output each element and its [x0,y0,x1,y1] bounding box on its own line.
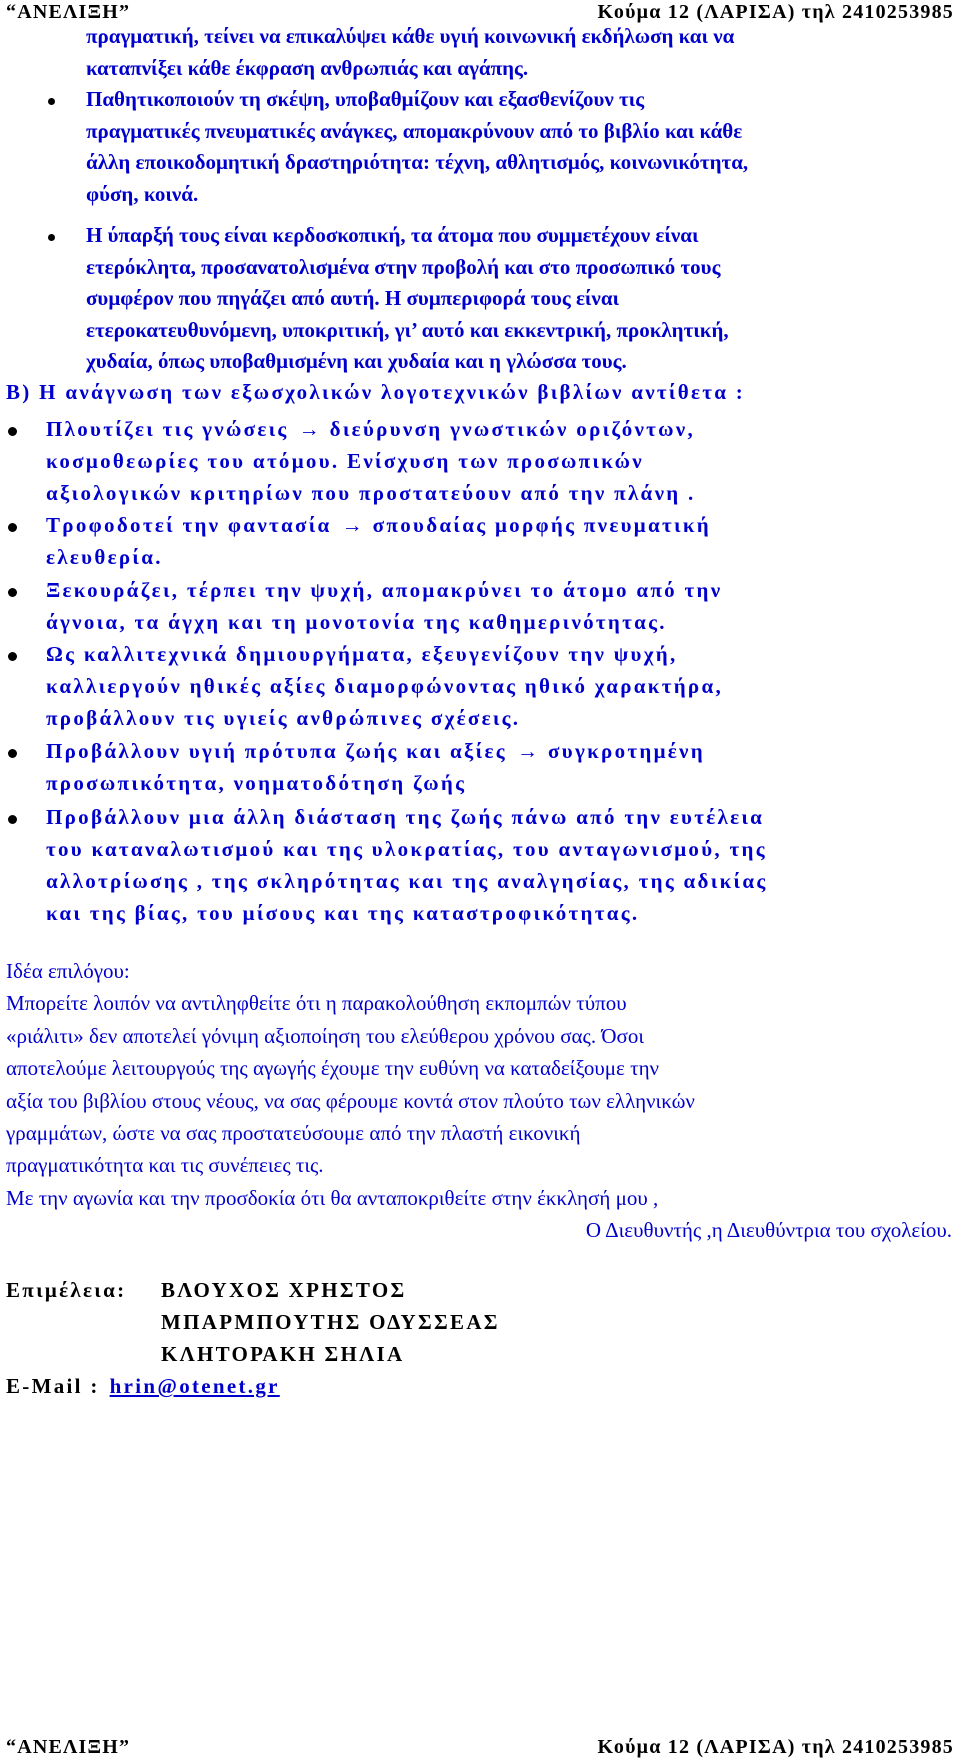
bullet-icon [8,749,17,758]
credit-name: ΜΠΑΡΜΠΟΥΤΗΣ ΟΔΥΣΣΕΑΣ [161,1310,500,1334]
text-line: προβάλλουν τις υγιείς ανθρώπινες σχέσεις. [46,706,521,730]
text-line: αποτελούμε λειτουργούς της αγωγής έχουμε την ευθύνη να καταδείξουμε την [6,1056,660,1081]
text-line: ελευθερία. [46,545,163,569]
text-line: πραγματικότητα και τις συνέπειες τις. [6,1153,324,1178]
credit-name: ΒΛΟΥΧΟΣ ΧΡΗΣΤΟΣ [161,1278,407,1302]
text-line: αλλοτρίωσης , της σκληρότητας και της αναλγησίας, της αδικίας [46,869,768,893]
bullet-icon [8,427,17,436]
epilogue [6,955,956,1247]
text-line: Παθητικοποιούν τη σκέψη, υποβαθμίζουν και εξασθενίζουν τις [86,87,645,111]
text-line: φύση, κοινά. [86,181,199,206]
text-line: πραγματικές πνευματικές ανάγκες, απομακρύνουν από το βιβλίο και κάθε [86,118,743,143]
text-line: Ξεκουράζει, τέρπει την ψυχή, απομακρύνει το άτομο από την [46,578,723,602]
credits-row [6,1306,500,1338]
arrow-right-icon: → [516,739,538,763]
bullet-icon [8,815,17,824]
text-line: και της βίας, του μίσους και της καταστροφικότητας. [46,901,640,925]
credits [6,1274,500,1402]
footer-title: “ΑΝΕΛΙΞΗ” [6,1736,131,1758]
text-line: αξιολογικών κριτηρίων που προστατεύουν από την πλάνη . [46,481,696,505]
text-line: Με την αγωνία και την προσδοκία ότι θα ανταποκριθείτε στην έκκλησή μου , [6,1185,659,1210]
credits-label: Επιμέλεια: [6,1278,127,1302]
list-item [46,574,946,638]
section-title: Β) Η ανάγνωση των εξωσχολικών λογοτεχνικών βιβλίων αντίθετα : [6,380,746,404]
text-line: ετερόκλητα, προσανατολισμένα στην προβολή και στο προσωπικό τους [86,254,721,279]
list-item [46,638,946,734]
text-line: καταπνίξει κάθε έκφραση ανθρωπιάς και αγάπης. [86,55,529,80]
credits-row [6,1338,500,1370]
list-item [46,509,946,573]
text-line: Η ύπαρξή τους είναι κερδοσκοπική, τα άτομα που συμμετέχουν είναι [86,223,699,247]
text-line: Προβάλλουν υγιή πρότυπα ζωής και αξίες → συγκροτημένη [46,735,946,767]
text-line: συμφέρον που πηγάζει από αυτή. Η συμπεριφορά τους είναι [86,286,620,310]
text-line: άγνοια, τα άγχη και τη μονοτονία της καθημερινότητας. [46,610,667,634]
list-item [86,84,956,210]
page-footer [6,1736,954,1759]
epilogue-heading: Ιδέα επιλόγου: [6,959,130,983]
text-line: κοσμοθεωρίες του ατόμου. Ενίσχυση των προσωπικών [46,449,644,473]
header-title: “ΑΝΕΛΙΞΗ” [6,1,131,23]
signature: Ο Διευθυντής ,η Διευθύντρια του σχολείου. [585,1218,952,1243]
footer-address: Κούμα 12 (ΛΑΡΙΣΑ) τηλ 2410253985 [597,1736,954,1758]
text-line: Προβάλλουν μια άλλη διάσταση της ζωής πάνω από την ευτέλεια [46,805,765,829]
arrow-right-icon: → [341,513,363,537]
text-line: Ως καλλιτεχνικά δημιουργήματα, εξευγενίζουν την ψυχή, [46,642,678,666]
arrow-right-icon: → [298,417,320,441]
text-line: αξία του βιβλίου στους νέους, να σας φέρουμε κοντά στον πλούτο των ελληνικών [6,1088,695,1113]
text-line: γραμμάτων, ώστε να σας προστατεύσουμε από την πλαστή εικονική [6,1121,581,1146]
header-address: Κούμα 12 (ΛΑΡΙΣΑ) τηλ 2410253985 [597,1,954,23]
list-item [86,220,956,378]
text-line: Μπορείτε λοιπόν να αντιληφθείτε ότι η παρακολούθηση εκπομπών τύπου [6,991,627,1016]
text-line: χυδαία, όπως υποβαθμισμένη και χυδαία και η γλώσσα τους. [86,349,627,373]
credits-row [6,1274,500,1306]
text-line: Τροφοδοτεί την φαντασία → σπουδαίας μορφής πνευματική [46,509,946,541]
text-line: άλλη εποικοδομητική δραστηριότητα: τέχνη, αθλητισμός, κοινωνικότητα, [86,150,749,174]
text-line: του καταναλωτισμού και της υλοκρατίας, του ανταγωνισμού, της [46,837,767,861]
email-label: E-Mail : [6,1374,100,1398]
credit-name: ΚΛΗΤΟΡΑΚΗ ΣΗΛΙΑ [161,1342,405,1366]
bullet-icon [8,588,17,597]
text-line: Πλουτίζει τις γνώσεις → διεύρυνση γνωστικών οριζόντων, [46,413,946,445]
text-line: καλλιεργούν ηθικές αξίες διαμορφώνοντας ηθικό χαρακτήρα, [46,674,724,698]
bullet-icon [8,652,17,661]
email-row [6,1370,500,1402]
list-item [46,413,946,509]
text-line: προσωπικότητα, νοηματοδότηση ζωής [46,771,467,795]
email-link[interactable]: hrin@otenet.gr [109,1374,280,1398]
bullet-icon [48,98,55,105]
continuation-paragraph [86,21,956,84]
list-item [46,801,946,929]
list-item [46,735,946,799]
text-line: «ριάλιτι» δεν αποτελεί γόνιμη αξιοποίηση του ελεύθερου χρόνου σας. Όσοι [6,1023,645,1048]
bullet-icon [8,523,17,532]
text-line: πραγματική, τείνει να επικαλύψει κάθε υγιή κοινωνική εκδήλωση και να [86,24,735,48]
text-line: ετεροκατευθυνόμενη, υποκριτική, γι’ αυτό και εκκεντρική, προκλητική, [86,317,729,342]
bullet-icon [48,234,55,241]
